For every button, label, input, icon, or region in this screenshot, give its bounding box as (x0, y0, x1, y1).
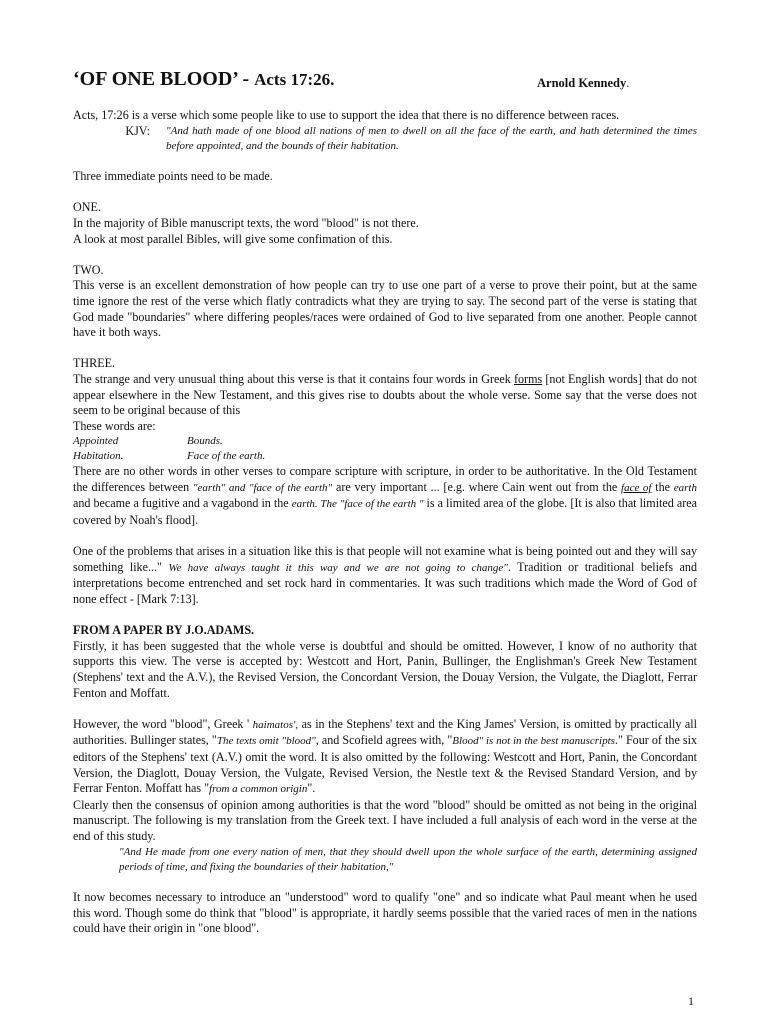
word-item: Habitation. (73, 450, 124, 463)
word-item: Bounds. (187, 435, 223, 448)
word-item: Face of the earth. (187, 450, 266, 463)
section-two-text: This verse is an excellent demonstration of how people can try to use one part of a verse to prove their point, but at the same time ignore the rest of the verse which flatly contradicts what they are trying to say. The second part of the verse is stating that God made "boundaries" where differing peoples/races were ordained of God to live separated from one another. People cannot have it both ways. (73, 278, 697, 340)
section-three-paragraph-2: There are no other words in other verses to compare scripture with scripture, in order to be authoritative. In the Old Testament the differences between "earth" and "face of the earth" are very important ... [e.g. where Cain went out from the face of the earth and became a fugitive and a vagabond in the earth. The "face of the earth " is a limited area of the globe. [It is also that limited area covered by Noah's flood]. (73, 464, 698, 528)
document-title (73, 66, 334, 93)
section-one-line2: A look at most parallel Bibles, will give some confimation of this. (73, 231, 393, 246)
kjv-label: KJV: (125, 123, 150, 138)
kjv-text: "And hath made of one blood all nations of men to dwell on all the face of the earth, and hath determined the times before appointed, and the bounds of their habitation. (166, 124, 697, 152)
adams-paragraph-3: Clearly then the consensus of opinion among authorities is that the word "blood" should be omitted as not being in the original manuscript. The following is my translation from the Greek text. I have included a full analysis of each word in the verse at the end of this study. (73, 797, 697, 843)
word-list (73, 434, 697, 464)
title-reference: Acts 17:26. (254, 70, 335, 89)
points-intro: Three immediate points need to be made. (73, 169, 273, 184)
adams-paragraph-2: However, the word "blood", Greek ' haimatos', as in the Stephens' text and the King James' Version, is omitted by practically all authorities. Bullinger states, "The texts omit "blood", and Scofield agrees with, "Blood" is not in the best manuscripts." Four of the six editors of the Stephens' text (A.V.) omit the word. It is also omitted by the following: Westcott and Hort, Panin, the Concordant Version, the Diaglott, Douay Version, the Vulgate, Revised Version, the Nestle text & the Revised Standard Version, and by Ferrar Fenton. Moffatt has "from a common origin". (73, 716, 698, 796)
adams-paragraph-4: It now becomes necessary to introduce an "understood" word to qualify "one" and so indicate what Paul meant when he used this word. Though some do think that "blood" is appropriate, it hardly seems possible that the varied races of men in the nations could have their origin in "one blood". (73, 890, 697, 936)
author-name: Arnold Kennedy. (537, 76, 630, 90)
section-one-line1: In the majority of Bible manuscript texts, the word "blood" is not there. (73, 215, 419, 230)
adams-heading: FROM A PAPER BY J.O.ADAMS. (73, 623, 255, 638)
section-one-heading: ONE. (73, 200, 101, 215)
document-header (73, 66, 697, 98)
section-three-paragraph-1: The strange and very unusual thing about this verse is that it contains four words in Greek forms [not English words] that do not appear elsewhere in the New Testament, and this gives rise to doubts about the whole verse. Some say that the verse does not seem to be original because of this (73, 371, 697, 418)
title-text: ‘OF ONE BLOOD’ - (73, 68, 250, 90)
translation-quote: "And He made from one every nation of men, that they should dwell upon the whole surface of the earth, determining assigned periods of time, and fixing the boundaries of their habitation," (119, 845, 697, 873)
kjv-quote (73, 124, 697, 154)
section-two-heading: TWO. (73, 262, 104, 277)
document-body (73, 108, 697, 937)
word-item: Appointed (73, 435, 119, 448)
section-three-heading: THREE. (73, 356, 115, 371)
adams-paragraph-1: Firstly, it has been suggested that the whole verse is doubtful and should be omitted. However, I know of no authority that supports this view. The verse is accepted by: Westcott and Hort, Panin, Bullinger, the Englishman's Greek New Testament (Stephens' text and the A.V.), the Revised Version, the Concordant Version, the Douay Version, the Vulgate, the Diaglott, Ferrar Fenton and Moffatt. (73, 638, 697, 700)
page-number: 1 (688, 994, 694, 1008)
section-three-paragraph-3: One of the problems that arises in a situation like this is that people will not examine what is being pointed out and they will say something like..." We have always taught it this way and we are not going to change". Tradition or traditional beliefs and interpretations become entrenched and set rock hard in commentaries. It was such traditions which made the Word of God of none effect - [Mark 7:13]. (73, 544, 697, 607)
intro-line: Acts, 17:26 is a verse which some people like to use to support the idea that there is no difference between races. (73, 108, 620, 122)
words-intro: These words are: (73, 418, 156, 433)
